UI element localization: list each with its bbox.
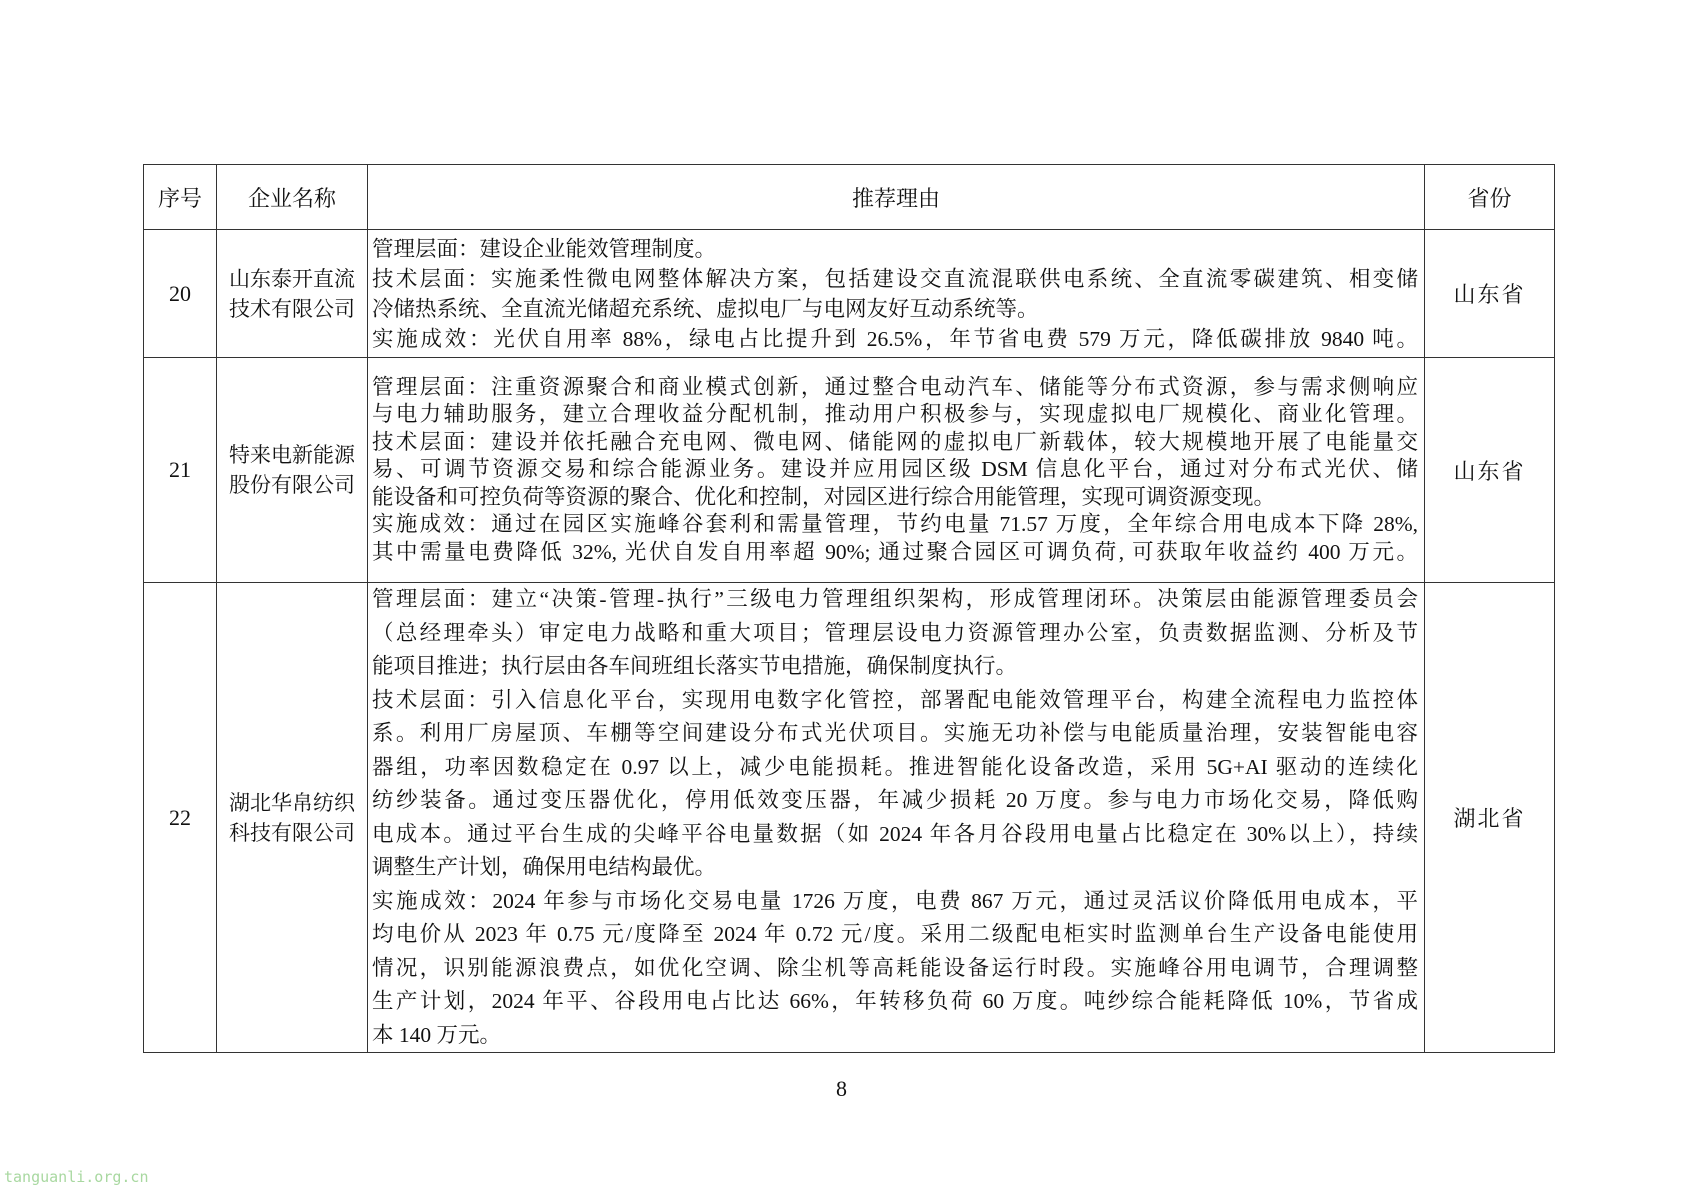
reason-line: 纺纱装备。通过变压器优化，停用低效变压器，年减少损耗 20 万度。参与电力市场化交易，降低购	[372, 788, 1418, 812]
reason-line: 本 140 万元。	[372, 1022, 502, 1047]
reason-line: 技术层面：实施柔性微电网整体解决方案，包括建设交直流混联供电系统、全直流零碳建筑、相变储	[372, 266, 1418, 291]
reason-line: 能项目推进；执行层由各车间班组长落实节电措施，确保制度执行。	[372, 654, 1018, 678]
row-seq: 20	[144, 230, 217, 358]
company-name	[217, 583, 368, 1053]
reason-line: 生产计划，2024 年平、谷段用电占比达 66%，年转移负荷 60 万度。吨纱综合能耗降低 10%，节省成	[372, 989, 1418, 1013]
province: 山东省	[1425, 230, 1555, 358]
header-reason: 推荐理由	[368, 165, 1425, 230]
reason-line: 管理层面：建立“决策-管理-执行”三级电力管理组织架构，形成管理闭环。决策层由能源管理委员会	[372, 587, 1418, 611]
header-province: 省份	[1425, 165, 1555, 230]
reason-line: 系。利用厂房屋顶、车棚等空间建设分布式光伏项目。实施无功补偿与电能质量治理，安装智能电容	[372, 721, 1418, 745]
company-name	[217, 358, 368, 583]
reason-line: 器组，功率因数稳定在 0.97 以上，减少电能损耗。推进智能化设备改造，采用 5G+AI 驱动的连续化	[372, 754, 1418, 779]
company-name-line: 特来电新能源	[229, 443, 355, 467]
reason-line: 实施成效：2024 年参与市场化交易电量 1726 万度，电费 867 万元，通过灵活议价降低用电成本，平	[372, 888, 1418, 913]
table-row	[144, 230, 1555, 358]
reason-line: 技术层面：引入信息化平台，实现用电数字化管控，部署配电能效管理平台，构建全流程电力监控体	[372, 687, 1418, 712]
reason-line: 电成本。通过平台生成的尖峰平谷电量数据（如 2024 年各月谷段用电量占比稳定在 30%以上），持续	[372, 821, 1418, 846]
recommendation-table	[143, 164, 1555, 1053]
reason-line: 冷储热系统、全直流光储超充系统、虚拟电厂与电网友好互动系统等。	[372, 296, 1039, 321]
reason-line: （总经理牵头）审定电力战略和重大项目；管理层设电力资源管理办公室，负责数据监测、分析及节	[372, 620, 1418, 645]
header-company: 企业名称	[217, 165, 368, 230]
province: 湖北省	[1425, 583, 1555, 1053]
reason-line: 均电价从 2023 年 0.75 元/度降至 2024 年 0.72 元/度。采用二级配电柜实时监测单台生产设备电能使用	[372, 922, 1418, 946]
company-name-line: 股份有限公司	[229, 473, 355, 497]
reason-line: 调整生产计划，确保用电结构最优。	[372, 855, 717, 879]
reason-line: 实施成效：光伏自用率 88%，绿电占比提升到 26.5%，年节省电费 579 万元，降低碳排放 9840 吨。	[372, 326, 1418, 351]
table-row	[144, 583, 1555, 1053]
table-row	[144, 358, 1555, 583]
page-number: 8	[836, 1076, 847, 1101]
watermark: tanguanli.org.cn	[4, 1168, 149, 1186]
reason-line: 能设备和可控负荷等资源的聚合、优化和控制，对园区进行综合用能管理，实现可调资源变现。	[372, 484, 1276, 509]
reason-line: 情况，识别能源浪费点，如优化空调、除尘机等高耗能设备运行时段。实施峰谷用电调节，合理调整	[372, 955, 1418, 980]
reason-line: 实施成效：通过在园区实施峰谷套利和需量管理，节约电量 71.57 万度，全年综合用电成本下降 28%,	[372, 512, 1418, 537]
reason-line: 管理层面：注重资源聚合和商业模式创新，通过整合电动汽车、储能等分布式资源，参与需求侧响应	[372, 374, 1418, 399]
header-seq: 序号	[144, 165, 217, 230]
company-name-line: 科技有限公司	[229, 820, 355, 845]
row-seq: 22	[144, 583, 217, 1053]
recommendation-reason	[368, 230, 1425, 358]
reason-line: 技术层面：建设并依托融合充电网、微电网、储能网的虚拟电厂新载体，较大规模地开展了电能量交	[372, 429, 1418, 454]
row-seq: 21	[144, 358, 217, 583]
reason-line: 其中需量电费降低 32%, 光伏自发自用率超 90%; 通过聚合园区可调负荷, 可获取年收益约 400 万元。	[372, 539, 1418, 564]
company-name-line: 山东泰开直流	[229, 266, 355, 291]
company-name-line: 技术有限公司	[229, 296, 355, 321]
province: 山东省	[1425, 358, 1555, 583]
table-header-row	[144, 165, 1555, 230]
recommendation-reason	[368, 358, 1425, 583]
recommendation-reason	[368, 583, 1425, 1053]
reason-line: 与电力辅助服务，建立合理收益分配机制，推动用户积极参与，实现虚拟电厂规模化、商业化管理。	[372, 402, 1418, 427]
company-name-line: 湖北华帛纺织	[229, 790, 355, 815]
company-name	[217, 230, 368, 358]
reason-line: 管理层面：建设企业能效管理制度。	[372, 236, 717, 261]
reason-line: 易、可调节资源交易和综合能源业务。建设并应用园区级 DSM 信息化平台，通过对分布式光伏、储	[372, 457, 1418, 482]
